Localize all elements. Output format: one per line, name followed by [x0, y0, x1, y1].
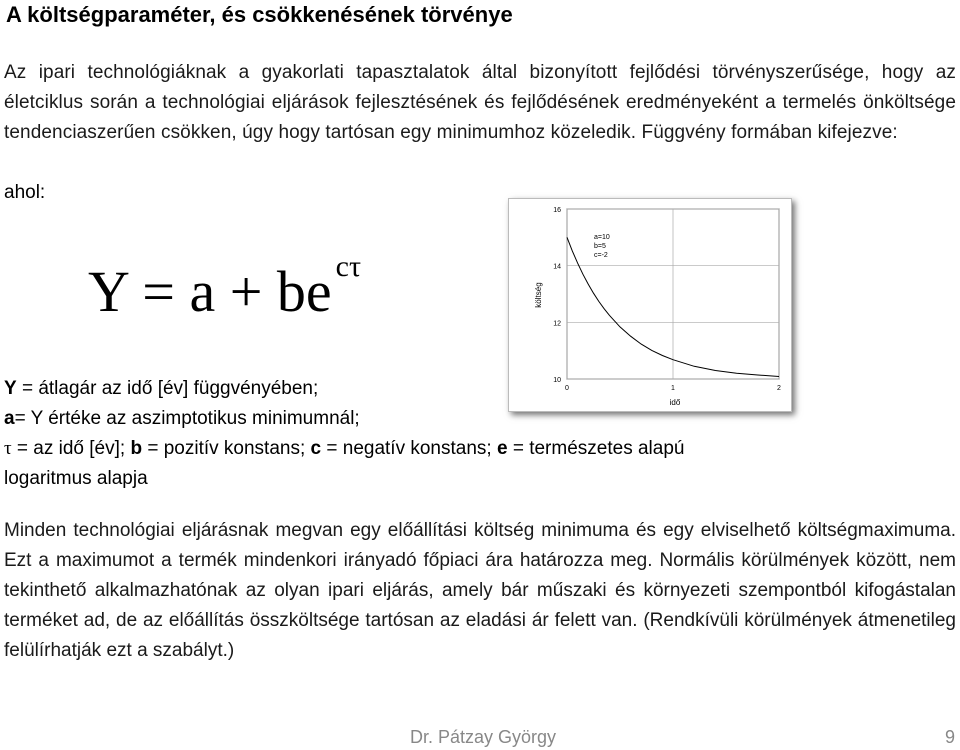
- def-tau: [4, 434, 704, 464]
- def-tau-text: = az idő [év];: [11, 438, 131, 459]
- def-a: [4, 404, 704, 434]
- footer-author: Dr. Pátzay György: [410, 727, 557, 747]
- def-tau-key: τ: [4, 438, 12, 459]
- page-number: 9: [945, 727, 956, 747]
- y-tick-label: 16: [553, 207, 561, 214]
- formula-eq: =: [142, 259, 175, 324]
- def-e-text: = természetes alapú: [507, 438, 685, 459]
- def-last: logaritmus alapja: [4, 468, 148, 489]
- legend-entry: b=5: [594, 243, 606, 250]
- x-tick-label: 0: [565, 385, 569, 392]
- y-tick-label: 12: [553, 320, 561, 328]
- x-tick-label: 2: [777, 385, 781, 392]
- chart-x-axis-label: idő: [669, 398, 681, 407]
- def-y-key: Y: [4, 378, 17, 399]
- def-a-text: = Y értéke az aszimptotikus minimumnál;: [14, 408, 360, 429]
- legend-entry: a=10: [594, 234, 610, 241]
- def-e-key: e: [496, 438, 508, 459]
- def-c-text: = negatív konstans;: [321, 438, 497, 459]
- definitions: [4, 374, 704, 494]
- formula-a: a: [189, 259, 216, 324]
- x-tick-label: 1: [671, 385, 675, 392]
- chart-y-axis-label: költség: [534, 282, 543, 308]
- formula-lhs: Y: [88, 259, 128, 324]
- intro-paragraph: Az ipari technológiáknak a gyakorlati tapasztalatok által bizonyított fejlődési törvényszerűsége, hogy az életciklus során a technológiai eljárások fejlesztésének és fejlődésének eredményeként a termelés önköltsége tendenciaszerűen csökken, úgy hogy tartósan egy minimumhoz közeledik. Függvény formában kifejezve:: [4, 62, 956, 143]
- def-y-text: = átlagár az idő [év] függvényében;: [16, 378, 319, 399]
- y-tick-label: 10: [553, 377, 561, 384]
- formula-exponent: cτ: [335, 250, 362, 283]
- y-tick-label: 14: [553, 263, 561, 271]
- def-a-key: a: [4, 408, 15, 429]
- page-title: A költségparaméter, és csökkenésének törvénye: [6, 2, 513, 27]
- formula-be: be: [276, 259, 332, 324]
- ahol-label: ahol:: [4, 182, 46, 203]
- body-paragraph: Minden technológiai eljárásnak megvan egy előállítási költség minimuma és egy elviselhető költségmaximuma. Ezt a maximumot a termék mindenkori irányadó főpiaci ára határozza meg. Normális körülmények között, nem tekinthető alkalmazhatónak az olyan ipari eljárás, amely bár műszaki és környezeti szempontból kifogástalan terméket ad, de az előállítás összköltsége tartósan az eladási ár felett van. (Rendkívüli körülmények átmenetileg felülírhatják ezt a szabályt.): [4, 520, 956, 661]
- cost-formula: [88, 250, 362, 332]
- def-c-key: c: [310, 438, 322, 459]
- def-b-text: = pozitív konstans;: [142, 438, 311, 459]
- legend-entry: c=-2: [594, 252, 608, 259]
- def-y: [4, 374, 704, 404]
- def-b-key: b: [130, 438, 143, 459]
- formula-plus: +: [229, 259, 263, 324]
